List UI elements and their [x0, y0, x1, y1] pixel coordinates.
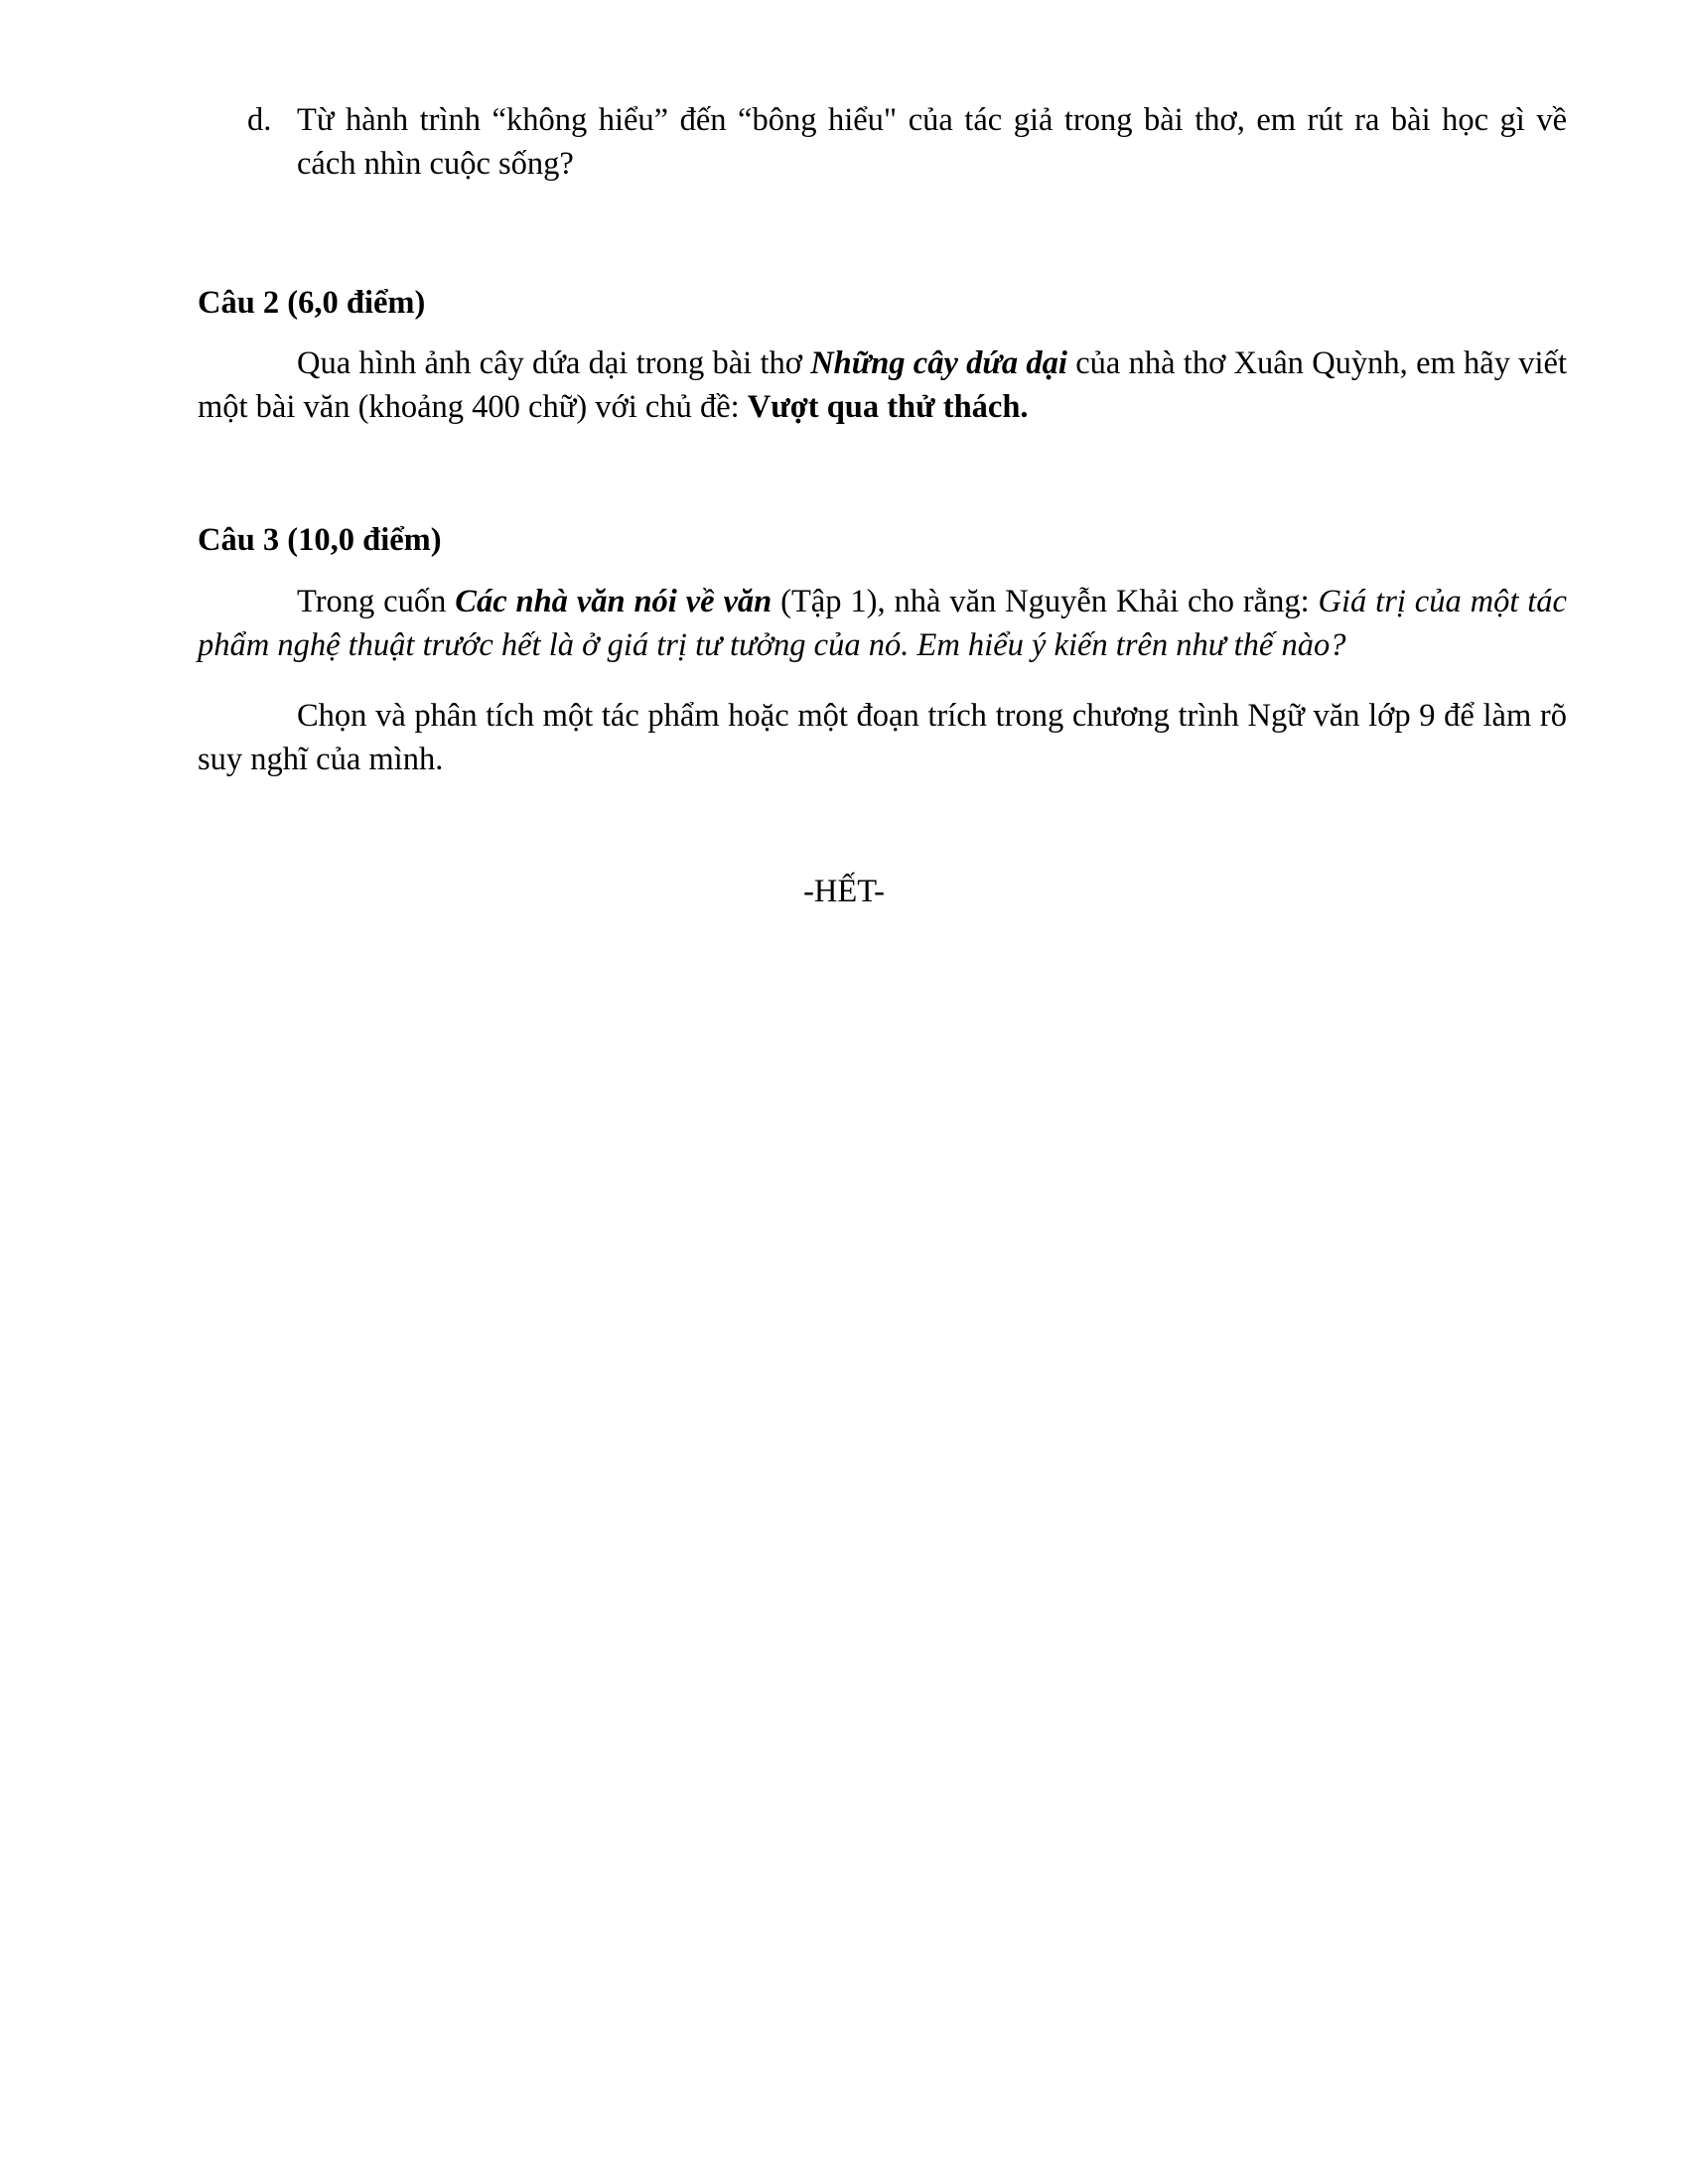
end-mark: -HẾT- — [803, 874, 885, 909]
author-quote: Giá trị của một tác phẩm nghệ thuật trước hết là ở giá trị tư tưởng của nó. Em hiểu ý kiến trên như thế nào? — [198, 584, 1567, 663]
question3-text-b: (Tập 1), nhà văn Nguyễn Khải cho rằng: — [772, 584, 1319, 619]
question1-item-d — [247, 98, 1567, 186]
question2-text-b: của nhà thơ Xuân Quỳnh, em hãy viết một bài văn (khoảng 400 chữ) với chủ đề: — [198, 345, 1567, 425]
question2-heading: Câu 2 (6,0 điểm) — [198, 285, 426, 321]
question3-heading: Câu 3 (10,0 điểm) — [198, 522, 442, 558]
book-title: Các nhà văn nói về văn — [455, 584, 773, 619]
question2-paragraph — [198, 341, 1567, 429]
question3-paragraph-1 — [198, 580, 1567, 667]
poem-title: Những cây dứa dại — [810, 345, 1067, 381]
essay-topic: Vượt qua thử thách. — [747, 389, 1029, 425]
question2-text-a: Qua hình ảnh cây dứa dại trong bài thơ — [297, 345, 811, 381]
question3-paragraph-2: Chọn và phân tích một tác phẩm hoặc một đoạn trích trong chương trình Ngữ văn lớp 9 để làm rõ suy nghĩ của mình. — [198, 698, 1567, 777]
item-d-label: d. — [247, 102, 272, 138]
item-d-text: Từ hành trình “không hiểu” đến “bông hiểu" của tác giả trong bài thơ, em rút ra bài học gì về cách nhìn cuộc sống? — [297, 102, 1567, 182]
question3-text-a: Trong cuốn — [297, 584, 456, 619]
